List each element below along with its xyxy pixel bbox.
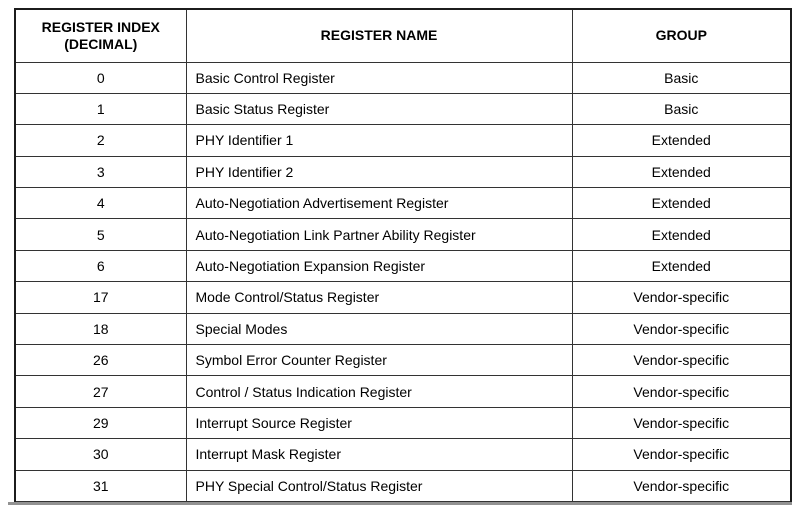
- cell-group: Extended: [572, 125, 791, 156]
- cell-register-name: Interrupt Mask Register: [186, 439, 572, 470]
- cell-group: Extended: [572, 156, 791, 187]
- col-header-register-index: REGISTER INDEX (DECIMAL): [15, 9, 186, 62]
- document-page: [8, 8, 792, 505]
- cell-register-name: Special Modes: [186, 313, 572, 344]
- table-row: [15, 62, 791, 93]
- cell-register-index: 29: [15, 407, 186, 438]
- cell-register-index: 3: [15, 156, 186, 187]
- cell-register-index: 17: [15, 282, 186, 313]
- cell-register-name: Interrupt Source Register: [186, 407, 572, 438]
- table-row: [15, 282, 791, 313]
- cell-group: Extended: [572, 219, 791, 250]
- cell-register-name: Auto-Negotiation Link Partner Ability Register: [186, 219, 572, 250]
- cell-register-name: PHY Special Control/Status Register: [186, 470, 572, 501]
- table-row: [15, 313, 791, 344]
- cell-register-index: 30: [15, 439, 186, 470]
- table-bottom-rule: [8, 502, 792, 505]
- table-row: [15, 345, 791, 376]
- table-row: [15, 470, 791, 501]
- header-row: [15, 9, 791, 62]
- cell-register-index: 1: [15, 93, 186, 124]
- cell-register-index: 5: [15, 219, 186, 250]
- table-row: [15, 250, 791, 281]
- cell-group: Vendor-specific: [572, 313, 791, 344]
- cell-register-name: Basic Control Register: [186, 62, 572, 93]
- table-body: [15, 62, 791, 501]
- table-row: [15, 93, 791, 124]
- cell-group: Vendor-specific: [572, 407, 791, 438]
- cell-group: Vendor-specific: [572, 282, 791, 313]
- cell-register-index: 31: [15, 470, 186, 501]
- cell-register-name: Auto-Negotiation Expansion Register: [186, 250, 572, 281]
- cell-register-index: 0: [15, 62, 186, 93]
- cell-group: Extended: [572, 250, 791, 281]
- cell-register-index: 27: [15, 376, 186, 407]
- table-row: [15, 188, 791, 219]
- cell-group: Vendor-specific: [572, 439, 791, 470]
- col-header-group: GROUP: [572, 9, 791, 62]
- cell-register-index: 26: [15, 345, 186, 376]
- table-row: [15, 439, 791, 470]
- cell-group: Vendor-specific: [572, 470, 791, 501]
- cell-group: Vendor-specific: [572, 345, 791, 376]
- cell-register-name: Symbol Error Counter Register: [186, 345, 572, 376]
- cell-register-index: 6: [15, 250, 186, 281]
- cell-group: Basic: [572, 62, 791, 93]
- table-row: [15, 219, 791, 250]
- cell-register-name: Control / Status Indication Register: [186, 376, 572, 407]
- cell-register-name: PHY Identifier 1: [186, 125, 572, 156]
- register-table: [14, 8, 792, 502]
- cell-register-name: Auto-Negotiation Advertisement Register: [186, 188, 572, 219]
- cell-register-name: PHY Identifier 2: [186, 156, 572, 187]
- cell-register-index: 18: [15, 313, 186, 344]
- cell-group: Vendor-specific: [572, 376, 791, 407]
- table-row: [15, 407, 791, 438]
- cell-register-index: 2: [15, 125, 186, 156]
- cell-group: Extended: [572, 188, 791, 219]
- table-row: [15, 125, 791, 156]
- col-header-register-name: REGISTER NAME: [186, 9, 572, 62]
- cell-register-name: Mode Control/Status Register: [186, 282, 572, 313]
- cell-register-name: Basic Status Register: [186, 93, 572, 124]
- table-row: [15, 156, 791, 187]
- cell-group: Basic: [572, 93, 791, 124]
- cell-register-index: 4: [15, 188, 186, 219]
- table-row: [15, 376, 791, 407]
